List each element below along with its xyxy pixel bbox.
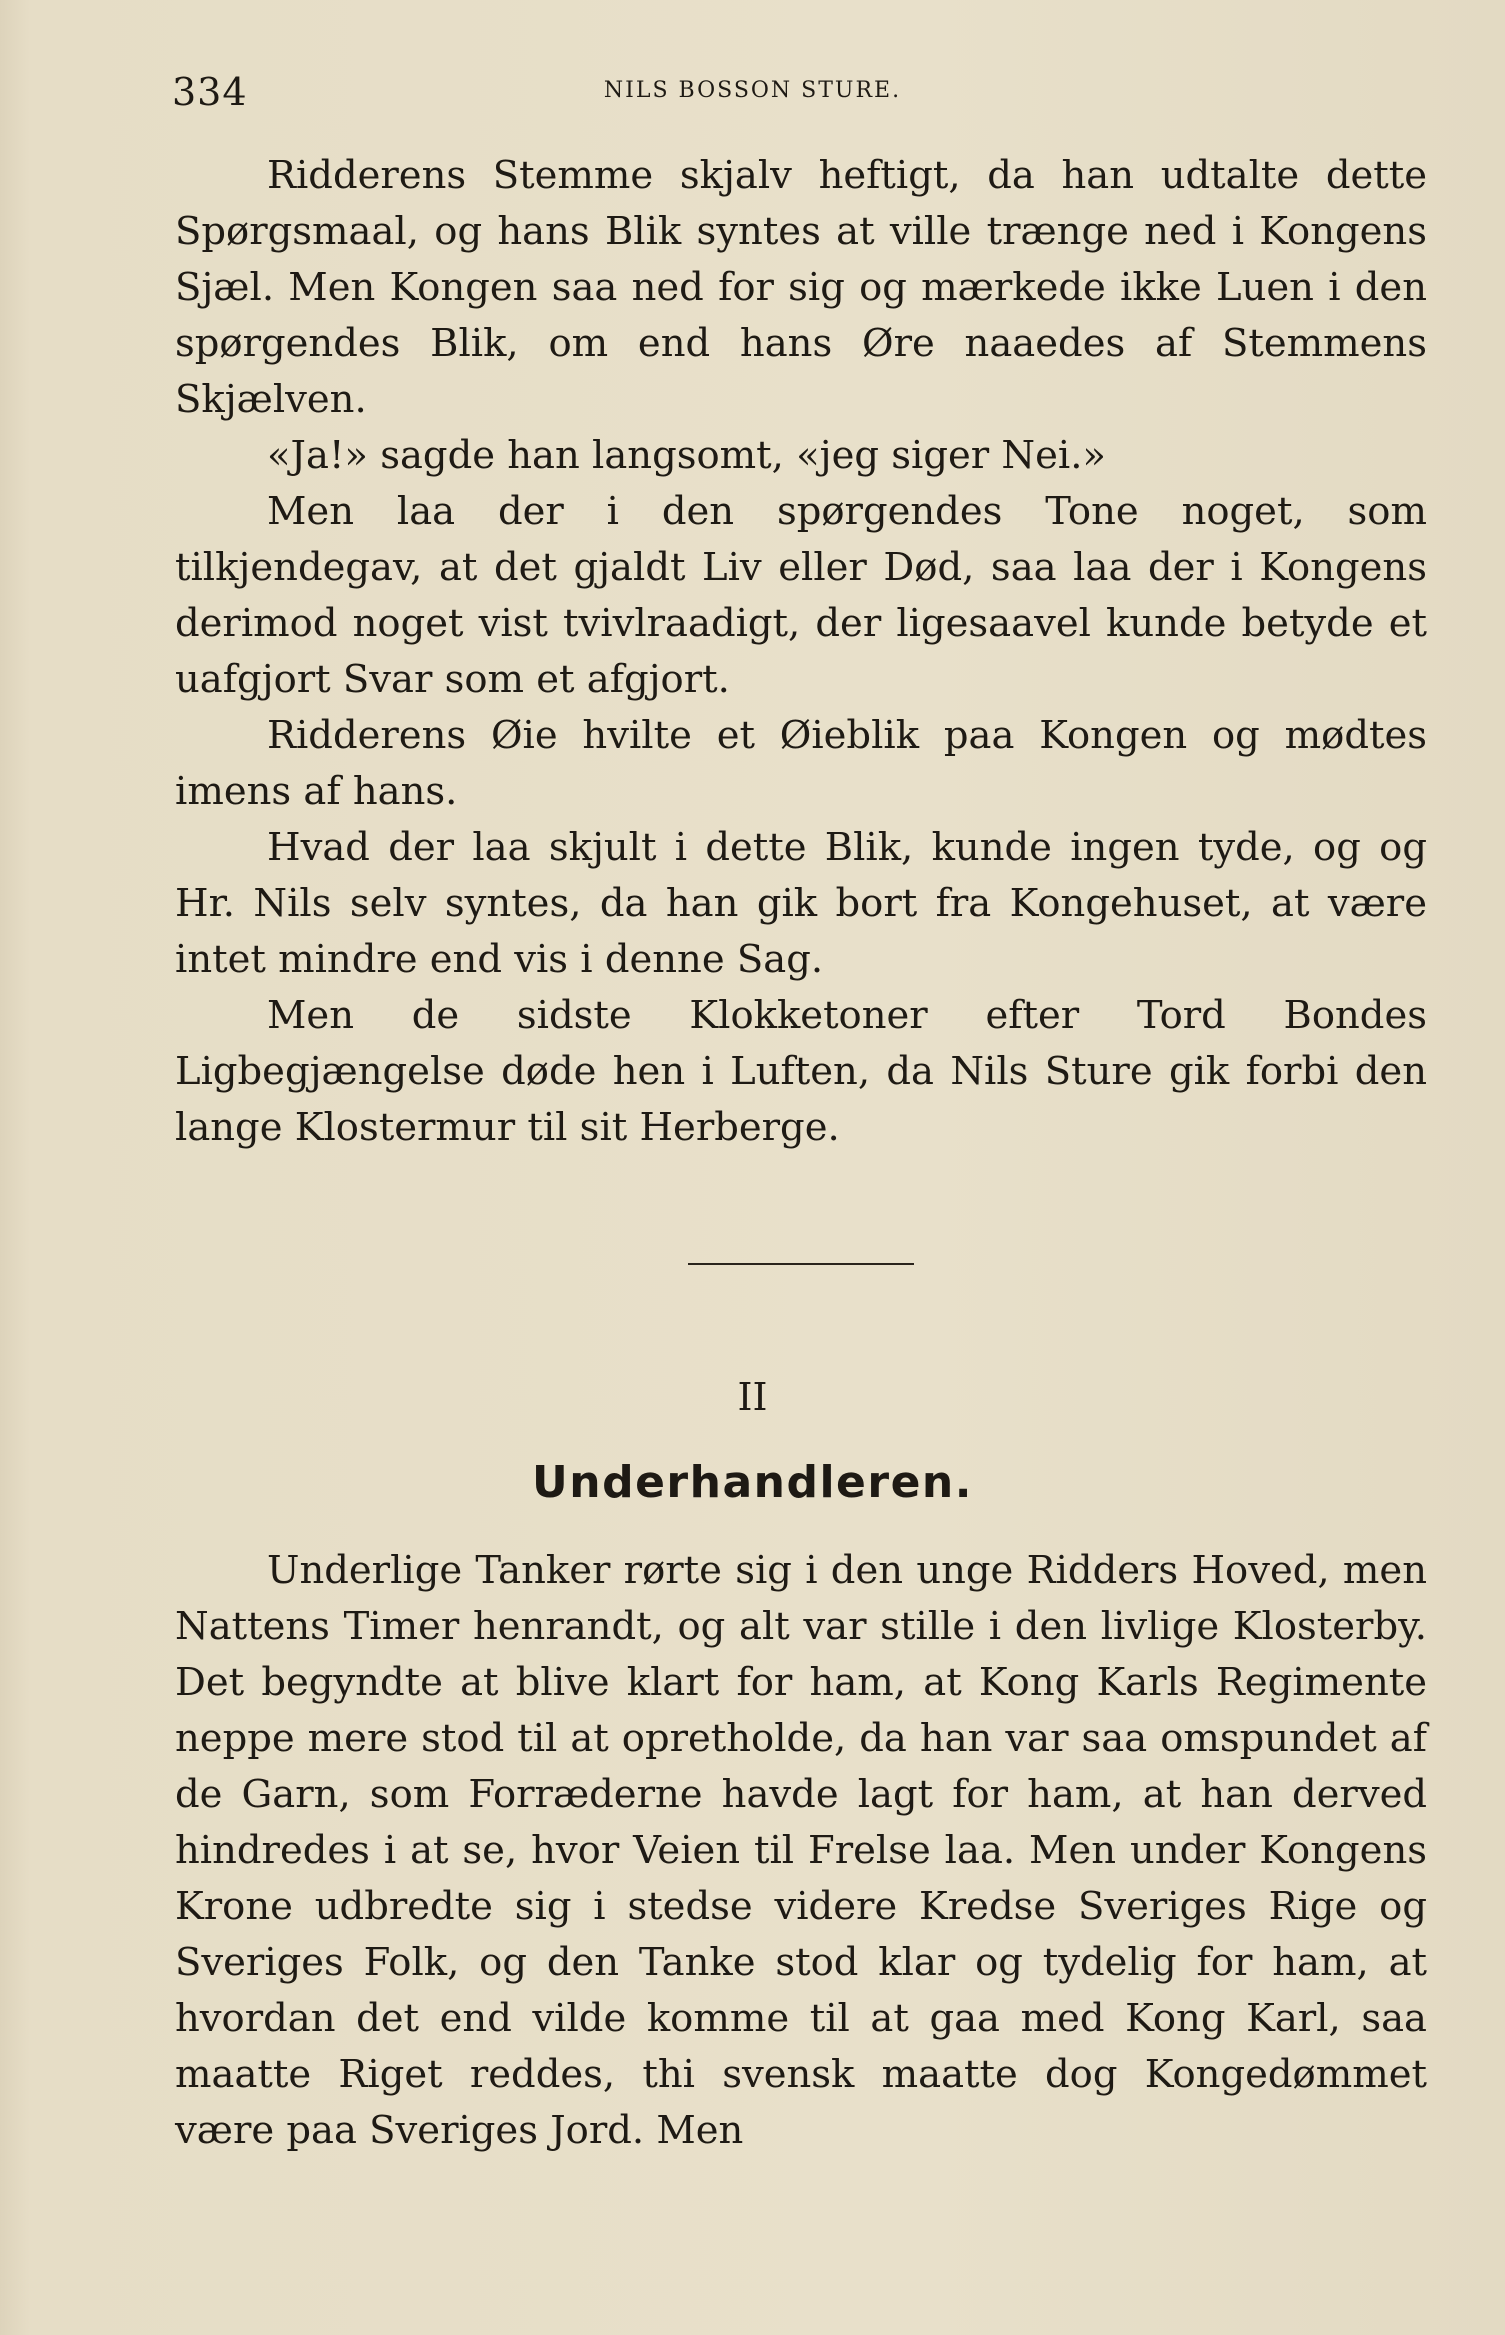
paragraph: «Ja!» sagde han langsomt, «jeg siger Nei.»: [267, 433, 1106, 478]
chapter-number: II: [737, 1375, 768, 1419]
paragraph: Hvad der laa skjult i dette Blik, kunde ingen tyde, og og Hr. Nils selv syntes, da han gik bort fra Kongehuset, at være intet mindre end vis i denne Sag.: [175, 825, 1427, 982]
section-divider: [688, 1263, 914, 1265]
chapter-title: Underhandleren.: [532, 1457, 973, 1508]
paragraph: Men laa der i den spørgendes Tone noget, som tilkjendegav, at det gjaldt Liv eller Død, saa laa der i Kongens derimod noget vist tvivlraadigt, der ligesaavel kunde betyde et uafgjort Svar som et afgjort.: [175, 489, 1427, 702]
paragraph: Ridderens Stemme skjalv heftigt, da han udtalte dette Spørgsmaal, og hans Blik syntes at ville trænge ned i Kongens Sjæl. Men Kongen saa ned for sig og mærkede ikke Luen i den spørgendes Blik, om end hans Øre naaedes af Stemmens Skjælven.: [175, 153, 1427, 422]
running-head: NILS BOSSON STURE.: [603, 78, 902, 103]
paragraph: Ridderens Øie hvilte et Øieblik paa Kongen og mødtes imens af hans.: [175, 713, 1427, 814]
paragraph: Men de sidste Klokketoner efter Tord Bondes Ligbegjængelse døde hen i Luften, da Nils Sture gik forbi den lange Klostermur til sit Herberge.: [175, 993, 1427, 1150]
text-block-chapter-body: [175, 1543, 1427, 2159]
paragraph: Underlige Tanker rørte sig i den unge Ridders Hoved, men Nattens Timer henrandt, og alt var stille i den livlige Klosterby. Det begyndte at blive klart for ham, at Kong Karls Regimente neppe mere stod til at opretholde, da han var saa omspundet af de Garn, som Forræderne havde lagt for ham, at han derved hindredes i at se, hvor Veien til Frelse laa. Men under Kongens Krone udbredte sig i stedse videre Kredse Sveriges Rige og Sveriges Folk, og den Tanke stod klar og tydelig for ham, at hvordan det end vilde komme til at gaa med Kong Karl, saa maatte Riget reddes, thi svensk maatte dog Kongedømmet være paa Sveriges Jord. Men: [175, 1548, 1427, 2153]
page-number: 334: [172, 70, 248, 114]
text-block-before-chapter: [175, 148, 1427, 1156]
